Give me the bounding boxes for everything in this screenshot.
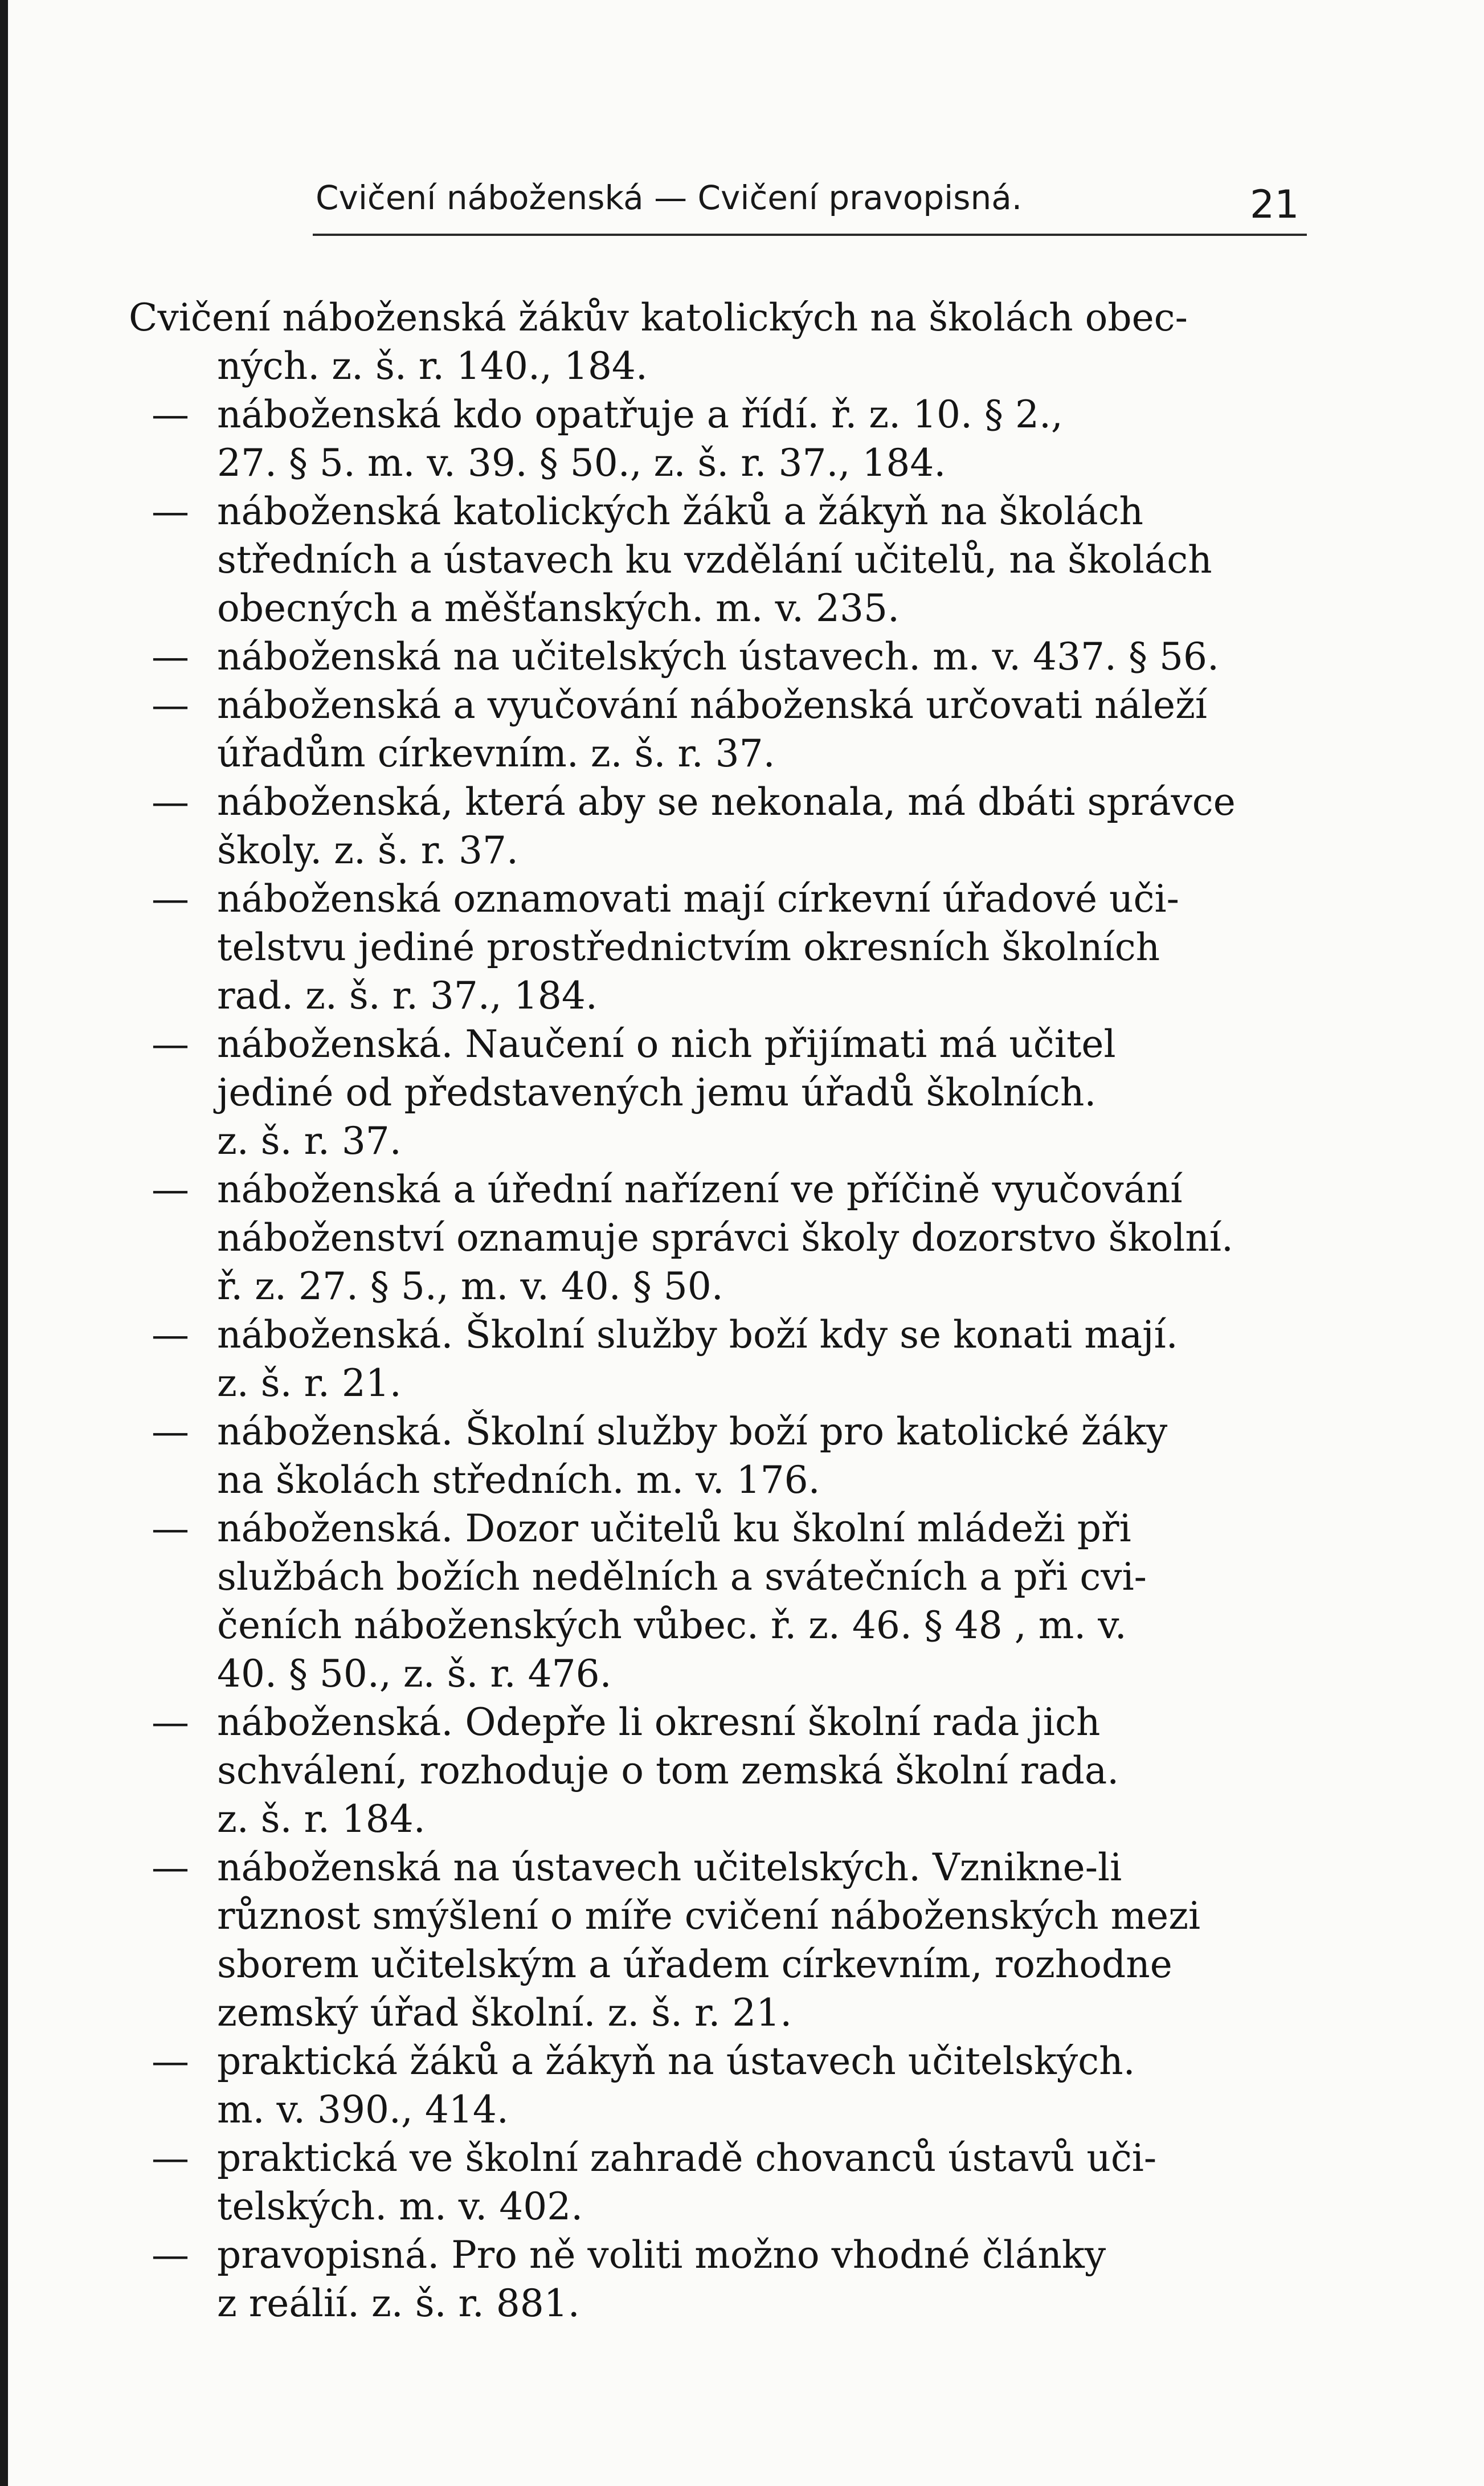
entry-text: obecných a měšťanských. m. v. 235. xyxy=(217,586,900,630)
entry-dash: — xyxy=(152,489,189,533)
index-entry xyxy=(129,2134,1302,2231)
entry-text: 40. § 50., z. š. r. 476. xyxy=(217,1652,612,1696)
entry-continuation-line xyxy=(129,1650,1302,1698)
entry-continuation-line xyxy=(129,1795,1302,1843)
entry-first-line xyxy=(129,1311,1302,1359)
entry-text: m. v. 390., 414. xyxy=(217,2088,509,2132)
entry-continuation-line xyxy=(129,1989,1302,2037)
entry-text: náboženská. Školní služby boží kdy se konati mají. xyxy=(217,1313,1178,1357)
entry-text: středních a ústavech ku vzdělání učitelů, na školách xyxy=(217,538,1212,582)
entry-text: náboženská. Dozor učitelů ku školní mládeži při xyxy=(217,1507,1131,1550)
entry-first-line xyxy=(129,681,1302,729)
index-entry xyxy=(129,1698,1302,1843)
entry-first-line xyxy=(129,1698,1302,1746)
entry-first-line xyxy=(129,390,1302,439)
entry-first-line xyxy=(129,1020,1302,1068)
entry-text: Cvičení náboženská žákův katolických na školách obec- xyxy=(129,296,1188,340)
entry-text: službách božích nedělních a svátečních a při cvi- xyxy=(217,1555,1147,1599)
index-entry xyxy=(129,681,1302,778)
entry-continuation-line xyxy=(129,1359,1302,1407)
entry-continuation-line xyxy=(129,1117,1302,1165)
entry-dash: — xyxy=(152,2233,189,2277)
entry-text: náboženská a úřední nařízení ve příčině vyučování xyxy=(217,1168,1183,1211)
entry-dash: — xyxy=(152,393,189,436)
entry-dash: — xyxy=(152,1410,189,1454)
entry-first-line xyxy=(129,293,1302,342)
index-entry xyxy=(129,1843,1302,2037)
entry-text: náboženská. Naučení o nich přijímati má učitel xyxy=(217,1022,1116,1066)
entry-text: praktická ve školní zahradě chovanců ústavů uči- xyxy=(217,2136,1157,2180)
entry-continuation-line xyxy=(129,342,1302,390)
entry-dash: — xyxy=(152,1168,189,1211)
entry-continuation-line xyxy=(129,1940,1302,1989)
entry-text: jediné od představených jemu úřadů školních. xyxy=(217,1071,1097,1115)
header-rule xyxy=(313,234,1307,236)
entry-text: náboženství oznamuje správci školy dozorstvo školní. xyxy=(217,1216,1233,1260)
entry-continuation-line xyxy=(129,536,1302,584)
entry-text: z. š. r. 21. xyxy=(217,1361,402,1405)
entry-continuation-line xyxy=(129,2279,1302,2328)
index-entry xyxy=(129,778,1302,875)
entry-text: náboženská, která aby se nekonala, má dbáti správce xyxy=(217,780,1236,824)
index-entry xyxy=(129,632,1302,681)
entry-first-line xyxy=(129,1165,1302,1214)
entry-continuation-line xyxy=(129,1262,1302,1311)
entry-continuation-line xyxy=(129,826,1302,875)
entry-text: náboženská. Školní služby boží pro katolické žáky xyxy=(217,1410,1168,1454)
entry-text: náboženská na ústavech učitelských. Vznikne-li xyxy=(217,1846,1122,1889)
index-entry xyxy=(129,1407,1302,1504)
entry-text: sborem učitelským a úřadem církevním, rozhodne xyxy=(217,1942,1172,1986)
entry-text: telstvu jediné prostřednictvím okresních školních xyxy=(217,925,1160,969)
entry-text: ných. z. š. r. 140., 184. xyxy=(217,344,648,388)
entry-text: z. š. r. 37. xyxy=(217,1119,402,1163)
entry-first-line xyxy=(129,875,1302,923)
entry-first-line xyxy=(129,1504,1302,1553)
entry-text: praktická žáků a žákyň na ústavech učitelských. xyxy=(217,2039,1135,2083)
index-entry xyxy=(129,390,1302,487)
entry-dash: — xyxy=(152,2039,189,2083)
entry-dash: — xyxy=(152,1313,189,1357)
entry-continuation-line xyxy=(129,439,1302,487)
entry-continuation-line xyxy=(129,1068,1302,1117)
index-entry xyxy=(129,1165,1302,1311)
entry-dash: — xyxy=(152,635,189,679)
entry-text: na školách středních. m. v. 176. xyxy=(217,1458,820,1502)
index-entry xyxy=(129,875,1302,1020)
entry-dash: — xyxy=(152,1846,189,1889)
entry-text: úřadům církevním. z. š. r. 37. xyxy=(217,732,775,775)
entry-continuation-line xyxy=(129,584,1302,632)
index-entry xyxy=(129,293,1302,390)
entry-text: náboženská na učitelských ústavech. m. v. 437. § 56. xyxy=(217,635,1219,679)
index-entries xyxy=(129,293,1302,2328)
entry-continuation-line xyxy=(129,2182,1302,2231)
running-header: Cvičení náboženská — Cvičení pravopisná. xyxy=(316,178,1023,217)
entry-text: náboženská katolických žáků a žákyň na školách xyxy=(217,489,1144,533)
entry-first-line xyxy=(129,2134,1302,2182)
index-entry xyxy=(129,1020,1302,1165)
index-entry xyxy=(129,2231,1302,2328)
index-entry xyxy=(129,1311,1302,1407)
entry-first-line xyxy=(129,2231,1302,2279)
index-entry xyxy=(129,2037,1302,2134)
entry-first-line xyxy=(129,2037,1302,2085)
entry-continuation-line xyxy=(129,2085,1302,2134)
entry-continuation-line xyxy=(129,923,1302,971)
entry-text: pravopisná. Pro ně voliti možno vhodné články xyxy=(217,2233,1106,2277)
entry-text: školy. z. š. r. 37. xyxy=(217,828,518,872)
entry-continuation-line xyxy=(129,729,1302,778)
entry-text: telských. m. v. 402. xyxy=(217,2185,583,2228)
entry-continuation-line xyxy=(129,1746,1302,1795)
entry-text: náboženská. Odepře li okresní školní rada jich xyxy=(217,1700,1101,1744)
entry-first-line xyxy=(129,632,1302,681)
entry-dash: — xyxy=(152,683,189,727)
entry-dash: — xyxy=(152,2136,189,2180)
entry-text: čeních náboženských vůbec. ř. z. 46. § 48 , m. v. xyxy=(217,1603,1127,1647)
index-entry xyxy=(129,487,1302,632)
entry-text: z reálií. z. š. r. 881. xyxy=(217,2281,580,2325)
entry-text: náboženská kdo opatřuje a řídí. ř. z. 10. § 2., xyxy=(217,393,1063,436)
entry-text: rad. z. š. r. 37., 184. xyxy=(217,974,598,1018)
entry-continuation-line xyxy=(129,1456,1302,1504)
entry-first-line xyxy=(129,487,1302,536)
entry-continuation-line xyxy=(129,1214,1302,1262)
entry-first-line xyxy=(129,1407,1302,1456)
entry-text: různost smýšlení o míře cvičení náboženských mezi xyxy=(217,1894,1201,1938)
entry-first-line xyxy=(129,778,1302,826)
entry-dash: — xyxy=(152,1022,189,1066)
entry-continuation-line xyxy=(129,1601,1302,1650)
entry-dash: — xyxy=(152,1700,189,1744)
entry-continuation-line xyxy=(129,971,1302,1020)
entry-dash: — xyxy=(152,877,189,921)
entry-continuation-line xyxy=(129,1553,1302,1601)
index-entry xyxy=(129,1504,1302,1698)
entry-text: náboženská a vyučování náboženská určovati náleží xyxy=(217,683,1207,727)
entry-text: zemský úřad školní. z. š. r. 21. xyxy=(217,1991,792,2035)
entry-text: schválení, rozhoduje o tom zemská školní rada. xyxy=(217,1749,1119,1793)
entry-dash: — xyxy=(152,780,189,824)
entry-text: z. š. r. 184. xyxy=(217,1797,426,1841)
entry-first-line xyxy=(129,1843,1302,1892)
page-number: 21 xyxy=(1250,182,1299,227)
entry-text: náboženská oznamovati mají církevní úřadové uči- xyxy=(217,877,1179,921)
entry-continuation-line xyxy=(129,1892,1302,1940)
entry-dash: — xyxy=(152,1507,189,1550)
entry-text: ř. z. 27. § 5., m. v. 40. § 50. xyxy=(217,1264,723,1308)
book-page xyxy=(8,0,1484,2486)
entry-text: 27. § 5. m. v. 39. § 50., z. š. r. 37., 184. xyxy=(217,441,946,485)
